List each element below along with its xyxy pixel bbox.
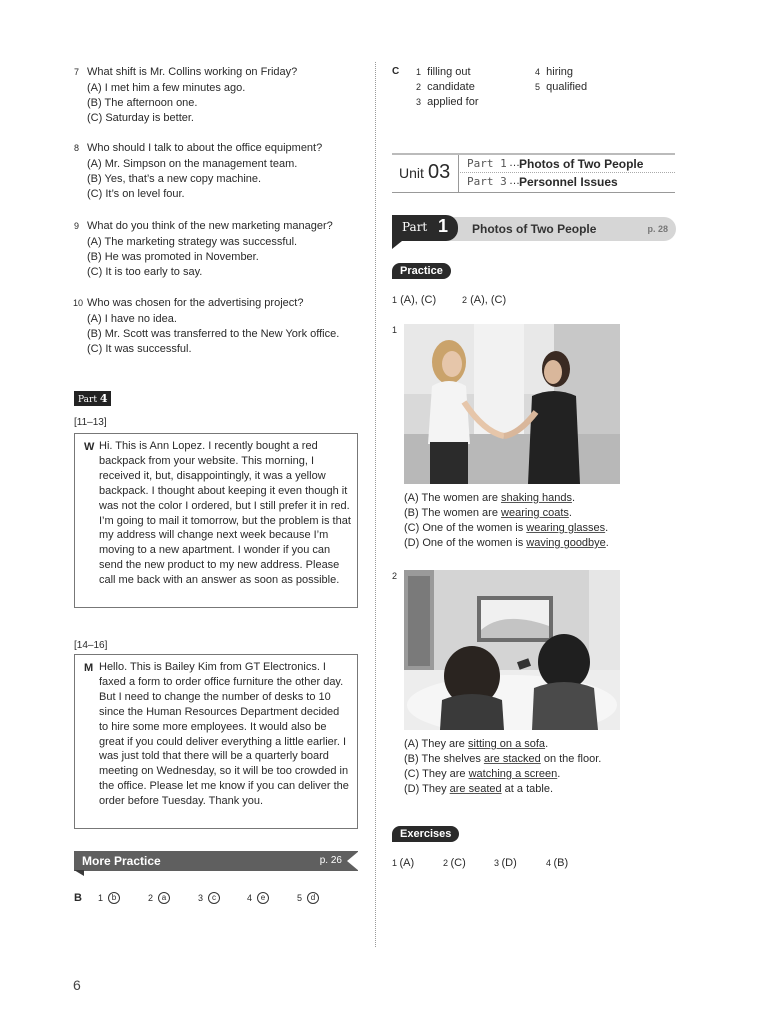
unit-number: 03: [428, 161, 451, 183]
underlined-phrase: wearing coats: [501, 507, 569, 519]
question-number: 8: [74, 143, 80, 153]
unit-part-label: Part 3: [467, 175, 507, 188]
part-number: 1: [438, 216, 449, 236]
option-a: (A) The marketing strategy was successful.: [87, 236, 298, 248]
script-box-2: [74, 654, 358, 829]
exercises-label: Exercises: [392, 826, 459, 842]
underlined-phrase: are stacked: [483, 753, 541, 765]
part-title: Photos of Two People: [472, 222, 597, 236]
photo-option: (B) The shelves are stacked on the floor.: [404, 753, 602, 765]
bar-tail-icon: [74, 870, 84, 876]
option-b: (B) The afternoon one.: [87, 97, 198, 109]
unit-part-title: Personnel Issues: [519, 175, 618, 189]
photo-two-women-shaking-hands: [404, 324, 620, 484]
photo-number: 1: [392, 325, 398, 335]
option-c: (C) It was successful.: [87, 343, 192, 355]
question-range-14-16: [14–16]: [74, 640, 108, 651]
part-word: Part: [402, 220, 428, 234]
question-stem: Who was chosen for the advertising project?: [87, 297, 304, 309]
photo-option: (D) One of the women is waving goodbye.: [404, 537, 609, 549]
underlined-phrase: are seated: [449, 783, 502, 795]
script-box-1: [74, 433, 358, 608]
underlined-phrase: waving goodbye: [526, 537, 606, 549]
photo-option: (B) The women are wearing coats.: [404, 507, 572, 519]
b-answer-item: 4 e: [247, 892, 269, 904]
b-answer-item: 5 d: [297, 892, 319, 904]
photo-couple-watching-tv: [404, 570, 620, 730]
part-4-word: Part: [78, 395, 97, 405]
question-stem: What do you think of the new marketing manager?: [87, 220, 333, 232]
unit-part-title: Photos of Two People: [519, 157, 644, 171]
exercise-answer: 2 (C): [443, 857, 466, 869]
option-a: (A) I met him a few minutes ago.: [87, 82, 246, 94]
photo-number: 2: [392, 571, 398, 581]
question-number: 10: [73, 298, 84, 308]
unit-part-label: Part 1: [467, 157, 507, 170]
script-text: Hi. This is Ann Lopez. I recently bought a red backpack from your website. This morning, I received it, but, disappointingly, it was a yellow backpack. I thought about keeping it even though it was not the color I ordered, but I still prefer it in red. I’m going to mail it tomorrow, but the problem is that my address will change next week because I’m moving to a new apartment. I wonder if you can send the new product to my new address. Please call me back with an answer as soon as possible.: [99, 440, 351, 587]
part-4-tag: [74, 391, 111, 406]
bar-notch-icon: [347, 851, 359, 871]
circled-letter: b: [108, 892, 120, 904]
b-answer-item: 3 c: [198, 892, 220, 904]
question-number: 9: [74, 221, 80, 231]
underlined-phrase: watching a screen: [468, 768, 558, 780]
photo-option: (C) They are watching a screen.: [404, 768, 561, 780]
option-b: (B) Yes, that’s a new copy machine.: [87, 173, 262, 185]
option-a: (A) I have no idea.: [87, 313, 177, 325]
more-practice-title: More Practice: [82, 854, 161, 868]
list-item: 5 qualified: [535, 81, 588, 93]
circled-letter: d: [307, 892, 319, 904]
photo-option: (C) One of the women is wearing glasses.: [404, 522, 609, 534]
option-c: (C) Saturday is better.: [87, 112, 194, 124]
page-number: 6: [73, 977, 81, 993]
practice-answer-2: 2 (A), (C): [462, 294, 507, 306]
photo-option: (A) The women are shaking hands.: [404, 492, 576, 504]
script-text: Hello. This is Bailey Kim from GT Electronics. I faxed a form to order office furniture the other day. But I need to change the number of desks to 10 since the Human Resources Department decided to hire some more employees. It would also be great if you could deliver everything a little earlier. I was just told that there will be a quarterly board meeting on Wednesday, so it will be too crowded in the office. Please let me know if you can deliver the order before Tuesday. Thank you.: [99, 661, 349, 808]
circled-letter: e: [257, 892, 269, 904]
section-b-label: B: [74, 892, 82, 904]
speaker-label: M: [84, 662, 94, 674]
list-item: 3 applied for: [416, 96, 479, 108]
question-stem: Who should I talk to about the office equipment?: [87, 142, 323, 154]
b-answer-item: 1 b: [98, 892, 120, 904]
part-1-header: [392, 215, 676, 243]
b-answer-item: 2 a: [148, 892, 170, 904]
option-b: (B) He was promoted in November.: [87, 251, 259, 263]
question-number: 7: [74, 67, 80, 77]
photo-option: (D) They are seated at a table.: [404, 783, 553, 795]
part-page: p. 28: [647, 224, 668, 234]
column-divider: [375, 62, 376, 947]
practice-answer-1: 1 (A), (C): [392, 294, 437, 306]
photo-option: (A) They are sitting on a sofa.: [404, 738, 549, 750]
option-c: (C) It’s on level four.: [87, 188, 185, 200]
part-4-number: 4: [99, 392, 108, 405]
circled-letter: c: [208, 892, 220, 904]
header-tail-icon: [392, 241, 402, 249]
question-stem: What shift is Mr. Collins working on Friday?: [87, 66, 298, 78]
underlined-phrase: sitting on a sofa: [468, 738, 546, 750]
underlined-phrase: shaking hands: [501, 492, 572, 504]
section-c-label: C: [392, 66, 400, 77]
list-item: 2 candidate: [416, 81, 475, 93]
unit-word: Unit: [399, 165, 424, 181]
circled-letter: a: [158, 892, 170, 904]
list-item: 4 hiring: [535, 66, 574, 78]
question-range-11-13: [11–13]: [74, 417, 107, 428]
option-b: (B) Mr. Scott was transferred to the New York office.: [87, 328, 340, 340]
unit-header: Unit 03 Part 1 … Photos of Two People Part 3 … Personnel Issues: [392, 153, 675, 193]
practice-label: Practice: [392, 263, 451, 279]
option-a: (A) Mr. Simpson on the management team.: [87, 158, 298, 170]
exercise-answer: 1 (A): [392, 857, 415, 869]
speaker-label: W: [84, 441, 95, 453]
more-practice-bar: [74, 851, 358, 871]
list-item: 1 filling out: [416, 66, 471, 78]
exercise-answer: 4 (B): [546, 857, 569, 869]
underlined-phrase: wearing glasses: [526, 522, 606, 534]
more-practice-page: p. 26: [319, 855, 342, 866]
option-c: (C) It is too early to say.: [87, 266, 203, 278]
exercise-answer: 3 (D): [494, 857, 517, 869]
